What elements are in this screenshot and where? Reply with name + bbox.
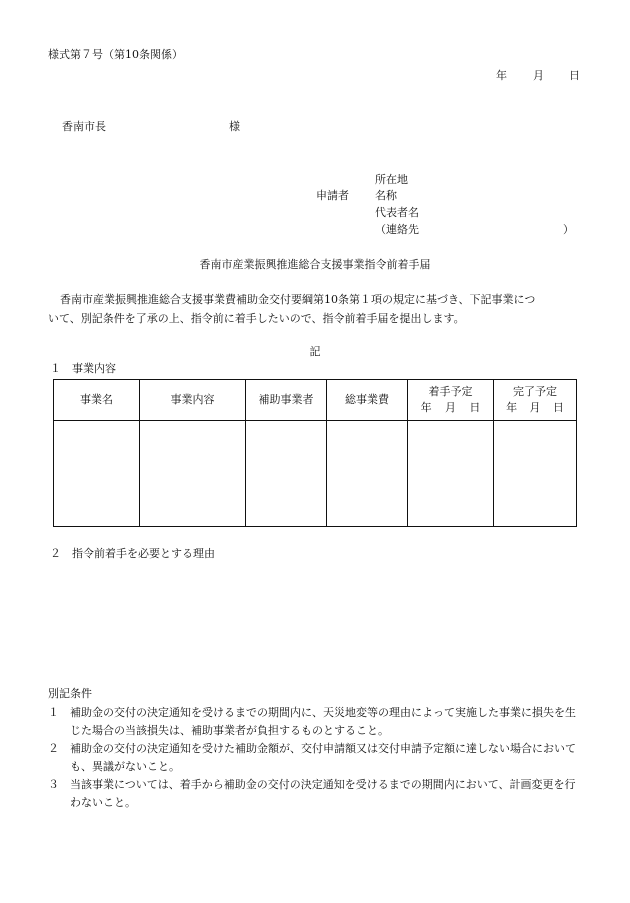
end-date-day: 日 [552,401,564,414]
header-project-content: 事業内容 [140,380,246,421]
header-end-date [494,380,577,421]
intro-line-1: 香南市産業振興推進総合支援事業費補助金交付要綱第10条第１項の規定に基づき、下記事業につ [60,293,536,306]
cell-project-content[interactable] [140,421,246,527]
applicant-name-label: 名称 [375,189,397,202]
applicant-contact-open: （連絡先 [375,223,419,236]
start-date-day: 日 [469,401,481,414]
applicant-contact-close: ） [563,223,574,236]
header-start-date [408,380,494,421]
section1-number: １ [50,362,61,375]
end-date-month: 月 [529,401,541,414]
table-row [54,421,577,527]
end-date-label: 完了予定 [513,385,557,398]
applicant-label: 申請者 [316,189,349,202]
cell-start-date[interactable] [408,421,494,527]
start-date-label: 着手予定 [428,385,473,398]
date-year: 年 [496,69,507,82]
ki-mark: 記 [309,345,321,358]
applicant-address-label: 所在地 [375,173,408,186]
start-date-month: 月 [444,401,456,414]
section2-number: ２ [50,547,61,560]
document-title: 香南市産業振興推進総合支援事業指令前着手届 [199,258,431,271]
cell-end-date[interactable] [494,421,577,527]
start-date-year: 年 [420,401,432,414]
condition-number: ３ [48,778,59,791]
section2-title: 指令前着手を必要とする理由 [72,547,215,560]
form-id: 様式第７号（第10条関係） [48,48,183,61]
date-month: 月 [533,69,544,82]
date-day: 日 [569,69,580,82]
condition-text: 補助金の交付の決定通知を受けた補助金額が、交付申請額又は交付申請予定額に達しない場合においても、異議がないこと。 [70,742,576,773]
header-subsidized-party: 補助事業者 [246,380,327,421]
project-table [53,379,577,527]
table-header-row [54,380,577,421]
condition-text: 補助金の交付の決定通知を受けるまでの期間内に、天災地変等の理由によって実施した事業に損失を生じた場合の当該損失は、補助事業者が負担するものとすること。 [70,706,576,737]
end-date-year: 年 [506,401,518,414]
condition-number: １ [48,706,59,719]
section1-title: 事業内容 [72,362,116,375]
conditions-title: 別記条件 [48,687,92,700]
header-project-name: 事業名 [54,380,140,421]
addressee-honorific: 様 [229,120,240,133]
condition-number: ２ [48,742,59,755]
addressee-name: 香南市長 [62,120,106,133]
cell-total-cost[interactable] [327,421,408,527]
header-total-cost: 総事業費 [327,380,408,421]
condition-text: 当該事業については、着手から補助金の交付の決定通知を受けるまでの期間内において、計画変更を行わないこと。 [70,778,576,809]
intro-line-2: いて、別記条件を了承の上、指令前に着手したいので、指令前着手届を提出します。 [48,312,465,325]
cell-subsidized-party[interactable] [246,421,327,527]
cell-project-name[interactable] [54,421,140,527]
applicant-representative-label: 代表者名 [375,206,419,219]
